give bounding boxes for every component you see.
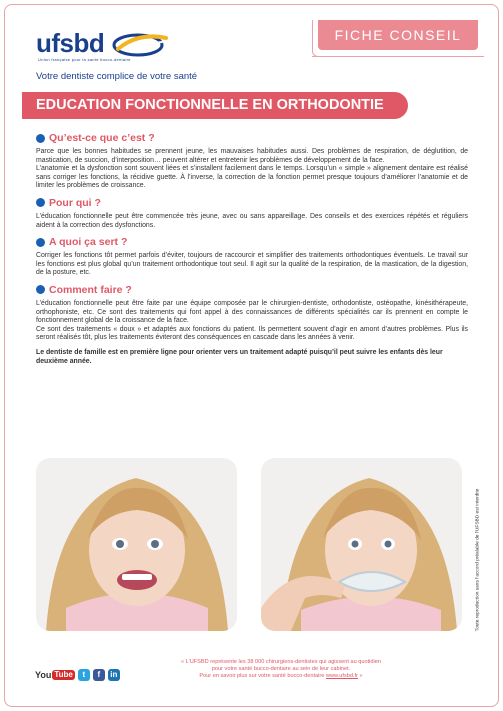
footer-line-3-end: » bbox=[357, 673, 363, 679]
section-who bbox=[36, 197, 468, 230]
facebook-icon[interactable]: f bbox=[93, 669, 105, 681]
footer-text bbox=[120, 659, 442, 680]
section-title: Qu’est-ce que c’est ? bbox=[49, 132, 155, 144]
child-photo-image bbox=[36, 458, 237, 631]
paragraph: Corriger les fonctions tôt permet parfois d’éviter, toujours de raccourcir et simplifier des traitements orthodontiques éventuels. Le travail sur les fonctions est plus global qu’un traitement orthodontique tout seul. Il agit sur la qualité de la respiration, de la mastication, de la digestion, de la posture, etc. bbox=[36, 252, 468, 277]
section-title: Comment faire ? bbox=[49, 283, 132, 296]
bullet-icon bbox=[36, 134, 45, 143]
bullet-icon bbox=[36, 198, 45, 207]
section-header bbox=[36, 284, 468, 296]
paragraph: L’anatomie et la dysfonction sont souvent liées et s’installent facilement dans le temps. Lorsqu’un « simple » alignement dentaire est réalisé sans corriger les fonctions, la récidive guette. À l’inverse, la correction de la fonction permet presque toujours d’améliorer l’anatomie et de limiter les problèmes de croissance. bbox=[36, 165, 468, 190]
logo-wordmark: ufsbd bbox=[36, 28, 105, 58]
social-links bbox=[35, 669, 120, 681]
footer-line-1: « L’UFSBD représente les 38 000 chirurgiens-dentistes qui agissent au quotidien bbox=[181, 659, 381, 665]
bullet-icon bbox=[36, 285, 45, 294]
twitter-icon[interactable]: t bbox=[78, 669, 90, 681]
section-purpose bbox=[36, 236, 468, 278]
footer-line-3 bbox=[120, 673, 442, 680]
title-banner bbox=[22, 92, 408, 119]
section-what bbox=[36, 132, 468, 191]
ufsbd-website-link[interactable]: www.ufsbd.fr bbox=[325, 673, 358, 679]
photo-child-appliance bbox=[261, 458, 462, 631]
bullet-icon bbox=[36, 238, 45, 247]
paragraph: L’éducation fonctionnelle peut être faite par une équipe composée par le chirurgien-dentiste, orthodontiste, ostéopathe, kinésithérapeute, orthophoniste, etc. Ce sont des traitements qui font appel à des connaissances de différents spécialités car ils prennent en compte le fonctionnement global de la croissance de la face. bbox=[36, 299, 468, 325]
youtube-you: You bbox=[35, 670, 52, 680]
logo-subtitle: Union française pour la santé bucco-dentaire bbox=[38, 57, 131, 62]
section-title: Pour qui ? bbox=[49, 196, 101, 209]
final-note: Le dentiste de famille est en première ligne pour orienter vers un traitement adapté puisqu’il peut suivre les enfants dès leur deuxième année. bbox=[36, 348, 443, 365]
section-title: A quoi ça sert ? bbox=[49, 236, 128, 249]
main-content bbox=[36, 132, 468, 366]
tagline: Votre dentiste complice de votre santé bbox=[36, 71, 198, 82]
copyright-note bbox=[474, 470, 482, 650]
section-header bbox=[36, 236, 468, 248]
section-header bbox=[36, 197, 468, 209]
paragraph: L’éducation fonctionnelle peut être commencée très jeune, avec ou sans appareillage. Des conseils et des exercices répétés et réguliers aident à la correction des dysfonctions. bbox=[36, 212, 468, 229]
photo-child-smiling bbox=[36, 458, 237, 631]
youtube-icon[interactable] bbox=[35, 670, 75, 680]
paragraph: Parce que les bonnes habitudes se prennent jeune, les mauvaises habitudes aussi. Des problèmes de respiration, de déglutition, de mastication, de succion, d’interposition… peuvent altérer et entretenir les problèmes de développement de la face. bbox=[36, 148, 468, 164]
youtube-tube: Tube bbox=[54, 670, 73, 679]
page-title: EDUCATION FONCTIONNELLE EN ORTHODONTIE bbox=[36, 97, 384, 113]
section-header bbox=[36, 132, 468, 144]
footer-line-2: pour votre santé bucco-dentaire au sein de leur cabinet. bbox=[211, 666, 351, 672]
copyright-text: Toute reproduction sans l’accord préalable de l’UFSBD est interdite bbox=[475, 488, 481, 632]
child-appliance-image bbox=[261, 458, 462, 631]
logo-swoosh-icon bbox=[112, 30, 168, 60]
ufsbd-logo bbox=[36, 30, 176, 70]
footer-line-3-text: Pour en savoir plus sur votre santé bucco-dentaire bbox=[199, 673, 325, 679]
linkedin-icon[interactable]: in bbox=[108, 669, 120, 681]
section-how bbox=[36, 284, 468, 343]
paragraph: Ce sont des traitements « doux » et adaptés aux fonctions du patient. Ils permettent souvent d’agir en amont d’autres problèmes. Plus ils seront réalisés tôt, plus les traitements éviteront des conséquences en cascade dans les années à venir. bbox=[36, 325, 468, 342]
fiche-conseil-badge: FICHE CONSEIL bbox=[318, 20, 478, 50]
